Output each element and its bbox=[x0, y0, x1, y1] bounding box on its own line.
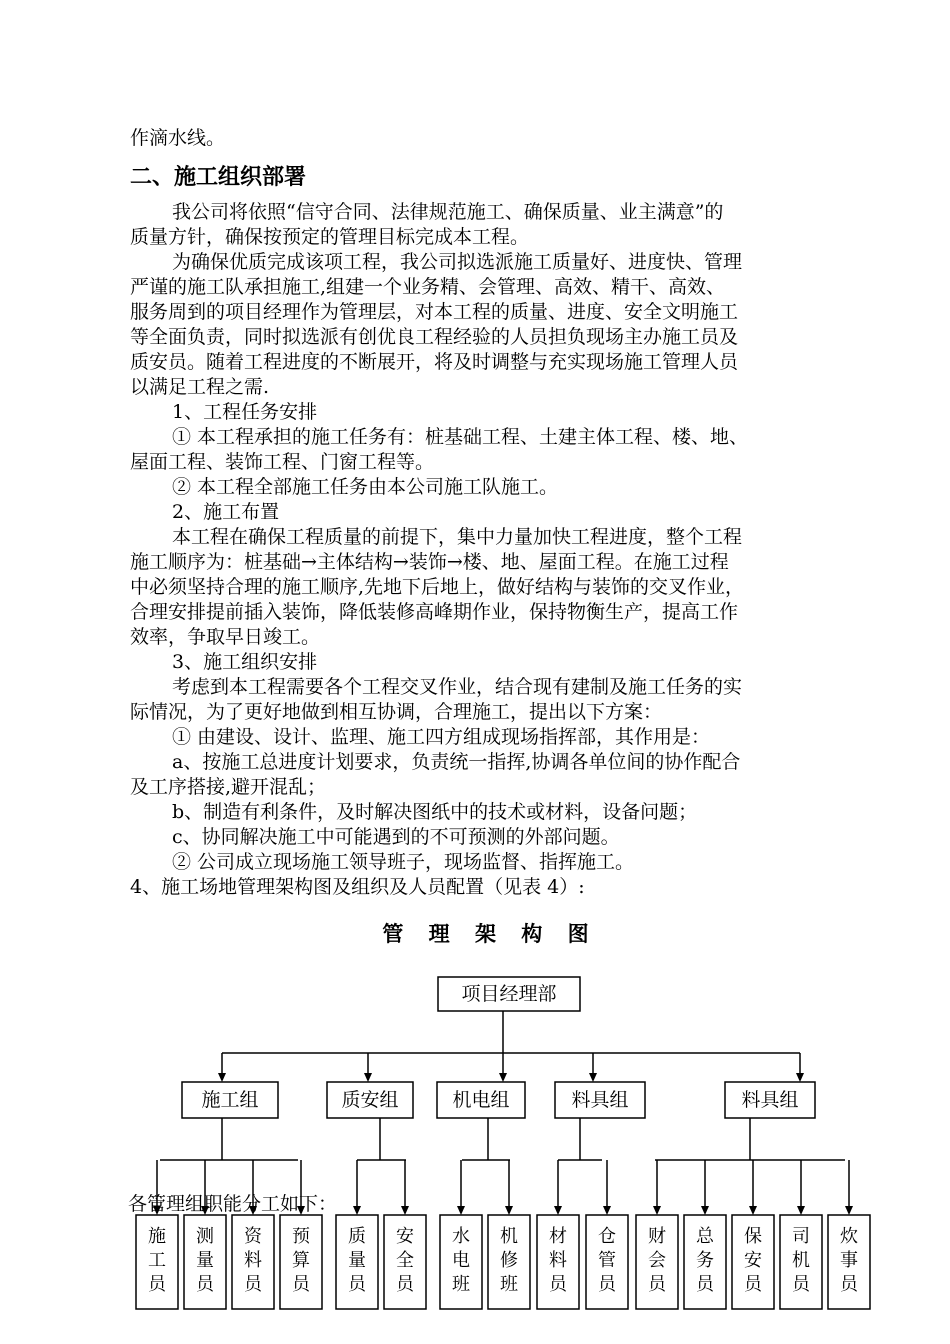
arrowhead bbox=[701, 1206, 709, 1215]
role-label-char: 总 bbox=[696, 1226, 714, 1247]
role-label-char: 全 bbox=[396, 1250, 414, 1271]
group-label: 机电组 bbox=[452, 1089, 510, 1111]
paragraph-line: 严谨的施工队承担施工,组建一个业务精、会管理、高效、精干、高效、 bbox=[130, 276, 726, 298]
role-label-char: 水 bbox=[452, 1226, 470, 1247]
arrowhead bbox=[457, 1206, 465, 1215]
paragraph-line: b、制造有利条件，及时解决图纸中的技术或材料，设备问题； bbox=[172, 801, 698, 823]
role-label-char: 修 bbox=[500, 1250, 518, 1271]
paragraph-line: c、协同解决施工中可能遇到的不可预测的外部问题。 bbox=[172, 826, 620, 848]
role-label-char: 员 bbox=[396, 1274, 414, 1295]
role-label-char: 员 bbox=[348, 1274, 366, 1295]
paragraph-line: 4、施工场地管理架构图及组织及人员配置（见表 4）: bbox=[130, 876, 585, 898]
paragraph-line: 1、工程任务安排 bbox=[172, 401, 318, 423]
paragraph-line: 我公司将依照“信守合同、法律规范施工、确保质量、业主满意”的 bbox=[172, 201, 724, 223]
role-label-char: 资 bbox=[244, 1226, 262, 1247]
overlay-text: 各管理组职能分工如下： bbox=[128, 1193, 338, 1215]
group-label: 施工组 bbox=[201, 1089, 259, 1111]
paragraph-line: 效率，争取早日竣工。 bbox=[130, 626, 321, 648]
group-label: 质安组 bbox=[341, 1089, 399, 1111]
group-label: 料具组 bbox=[571, 1089, 629, 1111]
arrowhead bbox=[796, 1073, 804, 1082]
role-label-char: 财 bbox=[648, 1226, 666, 1247]
role-label-char: 质 bbox=[348, 1226, 366, 1247]
arrowhead bbox=[589, 1073, 597, 1082]
role-label-char: 保 bbox=[744, 1226, 762, 1247]
role-label-char: 员 bbox=[148, 1274, 166, 1295]
arrowhead bbox=[218, 1073, 226, 1082]
arrowhead bbox=[845, 1206, 853, 1215]
role-label-char: 班 bbox=[500, 1274, 518, 1295]
role-label-char: 炊 bbox=[840, 1226, 858, 1247]
org-chart-title: 管 理 架 构 图 bbox=[382, 922, 598, 946]
role-label-char: 料 bbox=[244, 1250, 262, 1271]
role-label-char: 施 bbox=[148, 1226, 166, 1247]
paragraph-line: 屋面工程、装饰工程、门窗工程等。 bbox=[130, 451, 435, 473]
role-label-char: 班 bbox=[452, 1274, 470, 1295]
role-label-char: 工 bbox=[148, 1250, 166, 1271]
paragraph-line: 施工顺序为：桩基础→主体结构→装饰→楼、地、屋面工程。在施工过程 bbox=[130, 551, 729, 573]
arrowhead bbox=[499, 1073, 507, 1082]
role-label-char: 务 bbox=[696, 1250, 714, 1271]
arrowhead bbox=[401, 1206, 409, 1215]
role-label-char: 会 bbox=[648, 1250, 666, 1271]
paragraph-line: 质量方针，确保按预定的管理目标完成本工程。 bbox=[130, 226, 530, 248]
section-heading: 二、施工组织部署 bbox=[130, 165, 307, 190]
arrowhead bbox=[364, 1073, 372, 1082]
role-label-char: 安 bbox=[744, 1250, 762, 1271]
group-label: 料具组 bbox=[741, 1089, 799, 1111]
paragraph-line: 质安员。随着工程进度的不断展开，将及时调整与充实现场施工管理人员 bbox=[130, 351, 739, 373]
paragraph-line: 本工程在确保工程质量的前提下，集中力量加快工程进度，整个工程 bbox=[172, 526, 743, 548]
role-label-char: 材 bbox=[549, 1226, 567, 1247]
role-label-char: 员 bbox=[549, 1274, 567, 1295]
role-label-char: 员 bbox=[598, 1274, 616, 1295]
role-label-char: 料 bbox=[549, 1250, 567, 1271]
paragraph-line: 等全面负责，同时拟选派有创优良工程经验的人员担负现场主办施工员及 bbox=[130, 326, 739, 348]
role-label-char: 员 bbox=[196, 1274, 214, 1295]
role-label-char: 量 bbox=[348, 1250, 366, 1271]
role-label-char: 仓 bbox=[598, 1226, 616, 1247]
arrowhead bbox=[353, 1206, 361, 1215]
role-label-char: 电 bbox=[452, 1250, 470, 1271]
role-label-char: 员 bbox=[744, 1274, 762, 1295]
paragraph-line: a、按施工总进度计划要求，负责统一指挥,协调各单位间的协作配合 bbox=[172, 751, 741, 773]
paragraph-line: ② 公司成立现场施工领导班子，现场监督、指挥施工。 bbox=[172, 851, 635, 873]
arrowhead bbox=[554, 1206, 562, 1215]
paragraph-line: 考虑到本工程需要各个工程交叉作业，结合现有建制及施工任务的实 bbox=[172, 676, 743, 698]
role-label-char: 员 bbox=[292, 1274, 310, 1295]
role-label-char: 司 bbox=[792, 1226, 810, 1247]
role-label-char: 机 bbox=[792, 1250, 810, 1271]
arrowhead bbox=[505, 1206, 513, 1215]
role-label-char: 员 bbox=[696, 1274, 714, 1295]
arrowhead bbox=[797, 1206, 805, 1215]
paragraph-line: 合理安排提前插入装饰，降低装修高峰期作业，保持物衡生产，提高工作 bbox=[130, 601, 739, 623]
role-label-char: 预 bbox=[292, 1226, 310, 1247]
arrowhead bbox=[653, 1206, 661, 1215]
paragraph-line: 作滴水线。 bbox=[130, 127, 226, 149]
paragraph-line: 中必须坚持合理的施工顺序,先地下后地上，做好结构与装饰的交叉作业， bbox=[130, 576, 745, 598]
paragraph-line: ① 由建设、设计、监理、施工四方组成现场指挥部，其作用是： bbox=[172, 726, 711, 748]
arrowhead bbox=[603, 1206, 611, 1215]
paragraph-line: 服务周到的项目经理作为管理层，对本工程的质量、进度、安全文明施工 bbox=[130, 301, 739, 323]
role-label-char: 机 bbox=[500, 1226, 518, 1247]
role-label-char: 量 bbox=[196, 1250, 214, 1271]
paragraph-line: 及工序搭接,避开混乱； bbox=[130, 776, 327, 798]
paragraph-line: ① 本工程承担的施工任务有：桩基础工程、土建主体工程、楼、地、 bbox=[172, 426, 749, 448]
paragraph-line: 为确保优质完成该项工程，我公司拟选派施工质量好、进度快、管理 bbox=[172, 251, 743, 273]
root-label: 项目经理部 bbox=[461, 983, 557, 1005]
role-label-char: 算 bbox=[292, 1250, 310, 1271]
role-label-char: 事 bbox=[840, 1250, 858, 1271]
role-label-char: 员 bbox=[840, 1274, 858, 1295]
role-label-char: 员 bbox=[792, 1274, 810, 1295]
paragraph-line: ② 本工程全部施工任务由本公司施工队施工。 bbox=[172, 476, 559, 498]
paragraph-line: 3、施工组织安排 bbox=[172, 651, 318, 673]
role-label-char: 安 bbox=[396, 1226, 414, 1247]
paragraph-line: 际情况，为了更好地做到相互协调，合理施工，提出以下方案： bbox=[130, 701, 663, 723]
role-label-char: 员 bbox=[244, 1274, 262, 1295]
paragraph-line: 2、施工布置 bbox=[172, 501, 280, 523]
role-label-char: 管 bbox=[598, 1250, 616, 1271]
arrowhead bbox=[749, 1206, 757, 1215]
role-label-char: 测 bbox=[196, 1226, 214, 1247]
role-label-char: 员 bbox=[648, 1274, 666, 1295]
paragraph-line: 以满足工程之需. bbox=[130, 376, 270, 398]
